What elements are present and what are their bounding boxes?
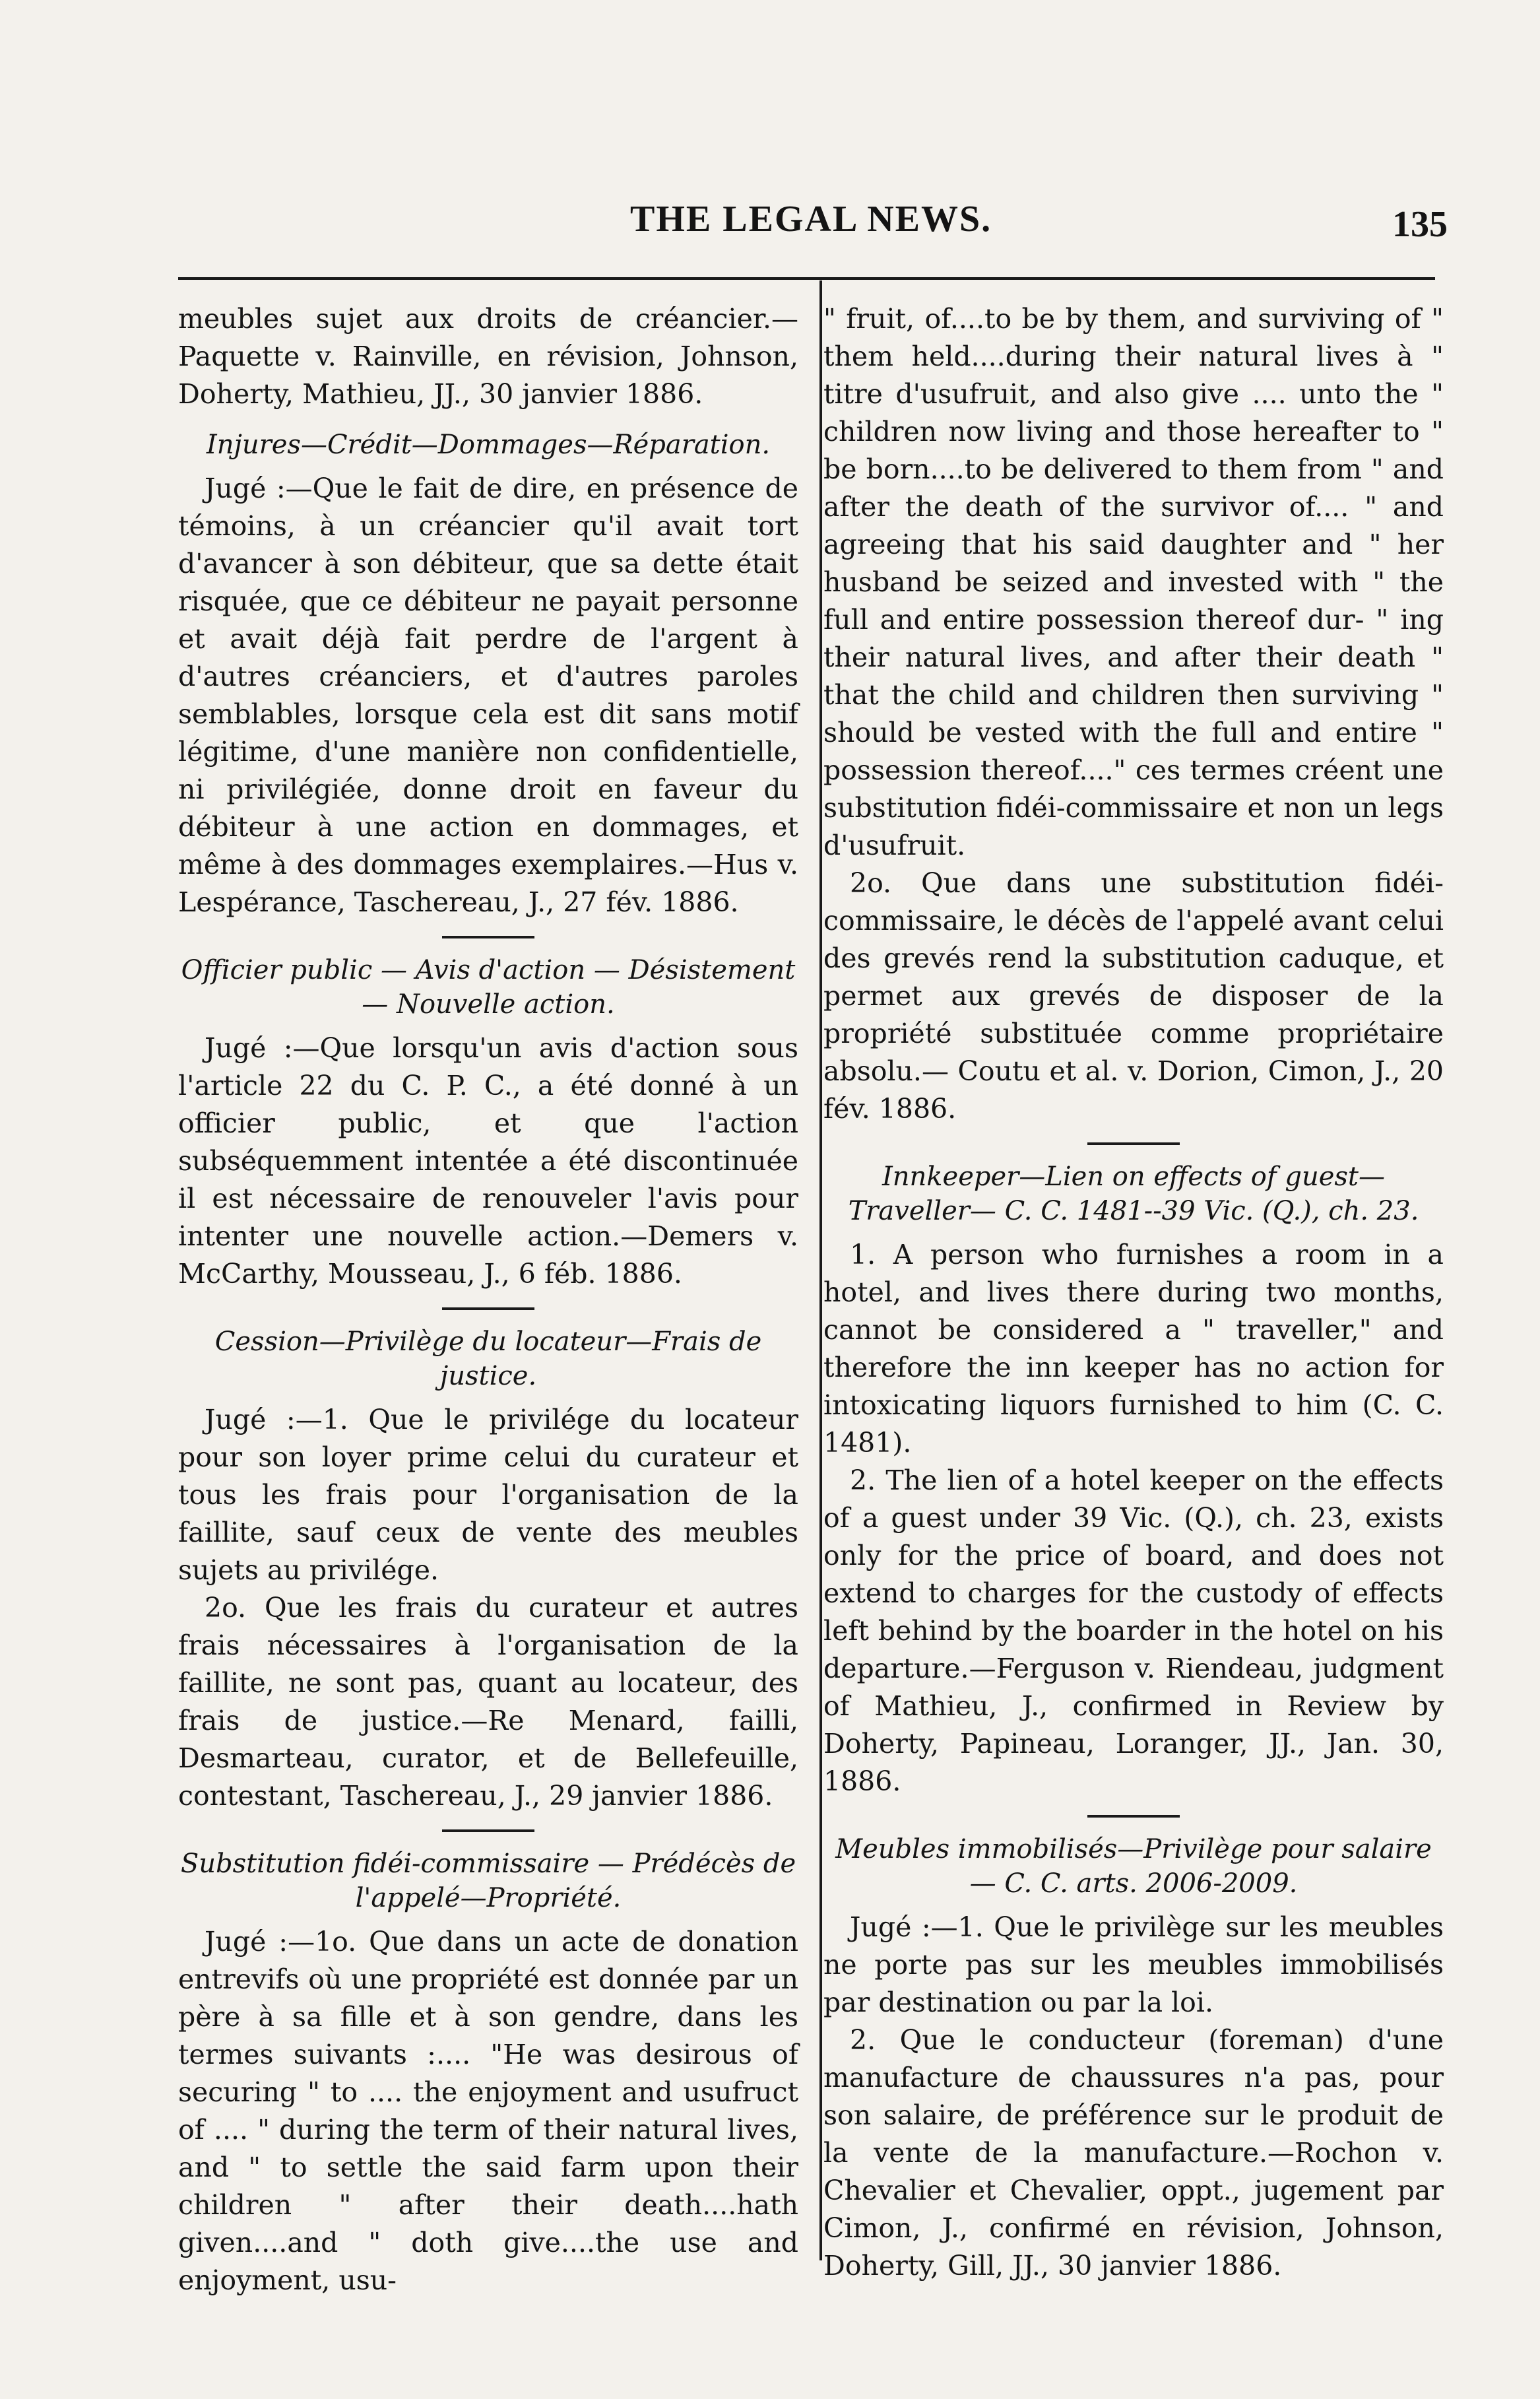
- case-heading: Cession—Privilège du locateur—Frais de justice.: [214, 1327, 762, 1391]
- paragraph: Jugé :—1o. Que dans un acte de donation entrevifs où une propriété est donnée par un père à sa fille et à son gendre, dans les termes suivants :.... "He was desirous of securing " to .... the enjoyment and usufruct of .... " during the term of their natural lives, and " to settle the said farm upon their children " after their death....hath given....and " doth give....the use and enjoyment, usu-: [178, 1926, 798, 2296]
- section-divider: [442, 1307, 534, 1310]
- journal-title: THE LEGAL NEWS.: [630, 199, 992, 240]
- paragraph: Jugé :—Que lorsqu'un avis d'action sous l'article 22 du C. P. C., a été donné à un officier public, et que l'action subséquemment intentée a été discontinuée il est nécessaire de renouveler l'avis pour intenter une nouvelle action.—Demers v. McCarthy, Mousseau, J., 6 féb. 1886.: [178, 1032, 798, 1290]
- paragraph: 2. The lien of a hotel keeper on the effects of a guest under 39 Vic. (Q.), ch. 23, exists only for the price of board, and does not extend to charges for the custody of effects left behind by the boarder in the hotel on his departure.—Ferguson v. Riendeau, judgment of Mathieu, J., confirmed in Review by Doherty, Papineau, Loranger, JJ., Jan. 30, 1886.: [823, 1464, 1444, 1797]
- section-divider: [1087, 1815, 1180, 1818]
- column-divider: [819, 280, 822, 2260]
- case-heading: Injures—Crédit—Dommages—Réparation.: [206, 430, 771, 460]
- case-heading: Substitution fidéi-commissaire — Prédécès de l'appelé—Propriété.: [180, 1849, 796, 1913]
- case-heading: Meubles immobilisés—Privilège pour salaire— C. C. arts. 2006-2009.: [835, 1834, 1432, 1899]
- paragraph: 2. Que le conducteur (foreman) d'une manufacture de chaussures n'a pas, pour son salaire, de préférence sur le produit de la vente de la manufacture.—Rochon v. Chevalier et Chevalier, oppt., jugement par Cimon, J., confirmé en révision, Johnson, Doherty, Gill, JJ., 30 janvier 1886.: [823, 2024, 1444, 2282]
- case-heading: Innkeeper—Lien on effects of guest—Traveller— C. C. 1481--39 Vic. (Q.), ch. 23.: [848, 1162, 1419, 1226]
- case-heading: Officier public — Avis d'action — Désistement— Nouvelle action.: [181, 955, 796, 1020]
- header-rule: [178, 277, 1435, 280]
- paragraph: Jugé :—1. Que le privilége du locateur pour son loyer prime celui du curateur et tous les frais pour l'organisation de la faillite, sauf ceux de vente des meubles sujets au privilége.: [178, 1404, 798, 1586]
- paragraph: 2o. Que dans une substitution fidéi-commissaire, le décès de l'appelé avant celui des grevés rend la substitution caduque, et permet aux grevés de disposer de la propriété substituée comme propriétaire absolu.— Coutu et al. v. Dorion, Cimon, J., 20 fév. 1886.: [823, 867, 1444, 1125]
- paragraph: 2o. Que les frais du curateur et autres frais nécessaires à l'organisation de la faillite, ne sont pas, quant au locateur, des frais de justice.—Re Menard, failli, Desmarteau, curator, et de Bellefeuille, contestant, Taschereau, J., 29 janvier 1886.: [178, 1592, 798, 1812]
- paragraph: 1. A person who furnishes a room in a hotel, and lives there during two months, cannot be considered a " traveller," and therefore the inn keeper has no action for intoxicating liquors furnished to him (C. C. 1481).: [823, 1239, 1444, 1459]
- page-number: 135: [1392, 204, 1448, 245]
- page-header: [0, 198, 1540, 257]
- paragraph: " fruit, of....to be by them, and surviving of " them held....during their natural lives à " titre d'usufruit, and also give .... unto the " children now living and those hereafter to " be born....to be delivered to them from " and after the death of the survivor of.... " and agreeing that his said daughter and " her husband be seized and invested with " the full and entire possession thereof dur- " ing their natural lives, and after their death " that the child and children then surviving " should be vested with the full and entire " possession thereof...." ces termes créent une substitution fidéi-commissaire et non un legs d'usufruit.: [823, 303, 1444, 861]
- section-divider: [442, 1829, 534, 1832]
- paragraph: Jugé :—Que le fait de dire, en présence de témoins, à un créancier qu'il avait tort d'avancer à son débiteur, que sa dette était risquée, que ce débiteur ne payait personne et avait déjà fait perdre de l'argent à d'autres créanciers, et d'autres paroles semblables, lorsque cela est dit sans motif légitime, d'une manière non confidentielle, ni privilégiée, donne droit en faveur du débiteur à une action en dommages, et même à des dommages exemplaires.—Hus v. Lespérance, Taschereau, J., 27 fév. 1886.: [178, 473, 798, 918]
- left-column: [178, 300, 798, 2299]
- section-divider: [442, 936, 534, 938]
- right-column: [823, 300, 1444, 2285]
- section-divider: [1087, 1142, 1180, 1145]
- paragraph: meubles sujet aux droits de créancier.— Paquette v. Rainville, en révision, Johnson, Doherty, Mathieu, JJ., 30 janvier 1886.: [178, 303, 798, 410]
- paragraph: Jugé :—1. Que le privilège sur les meubles ne porte pas sur les meubles immobilisés par destination ou par la loi.: [823, 1911, 1444, 2018]
